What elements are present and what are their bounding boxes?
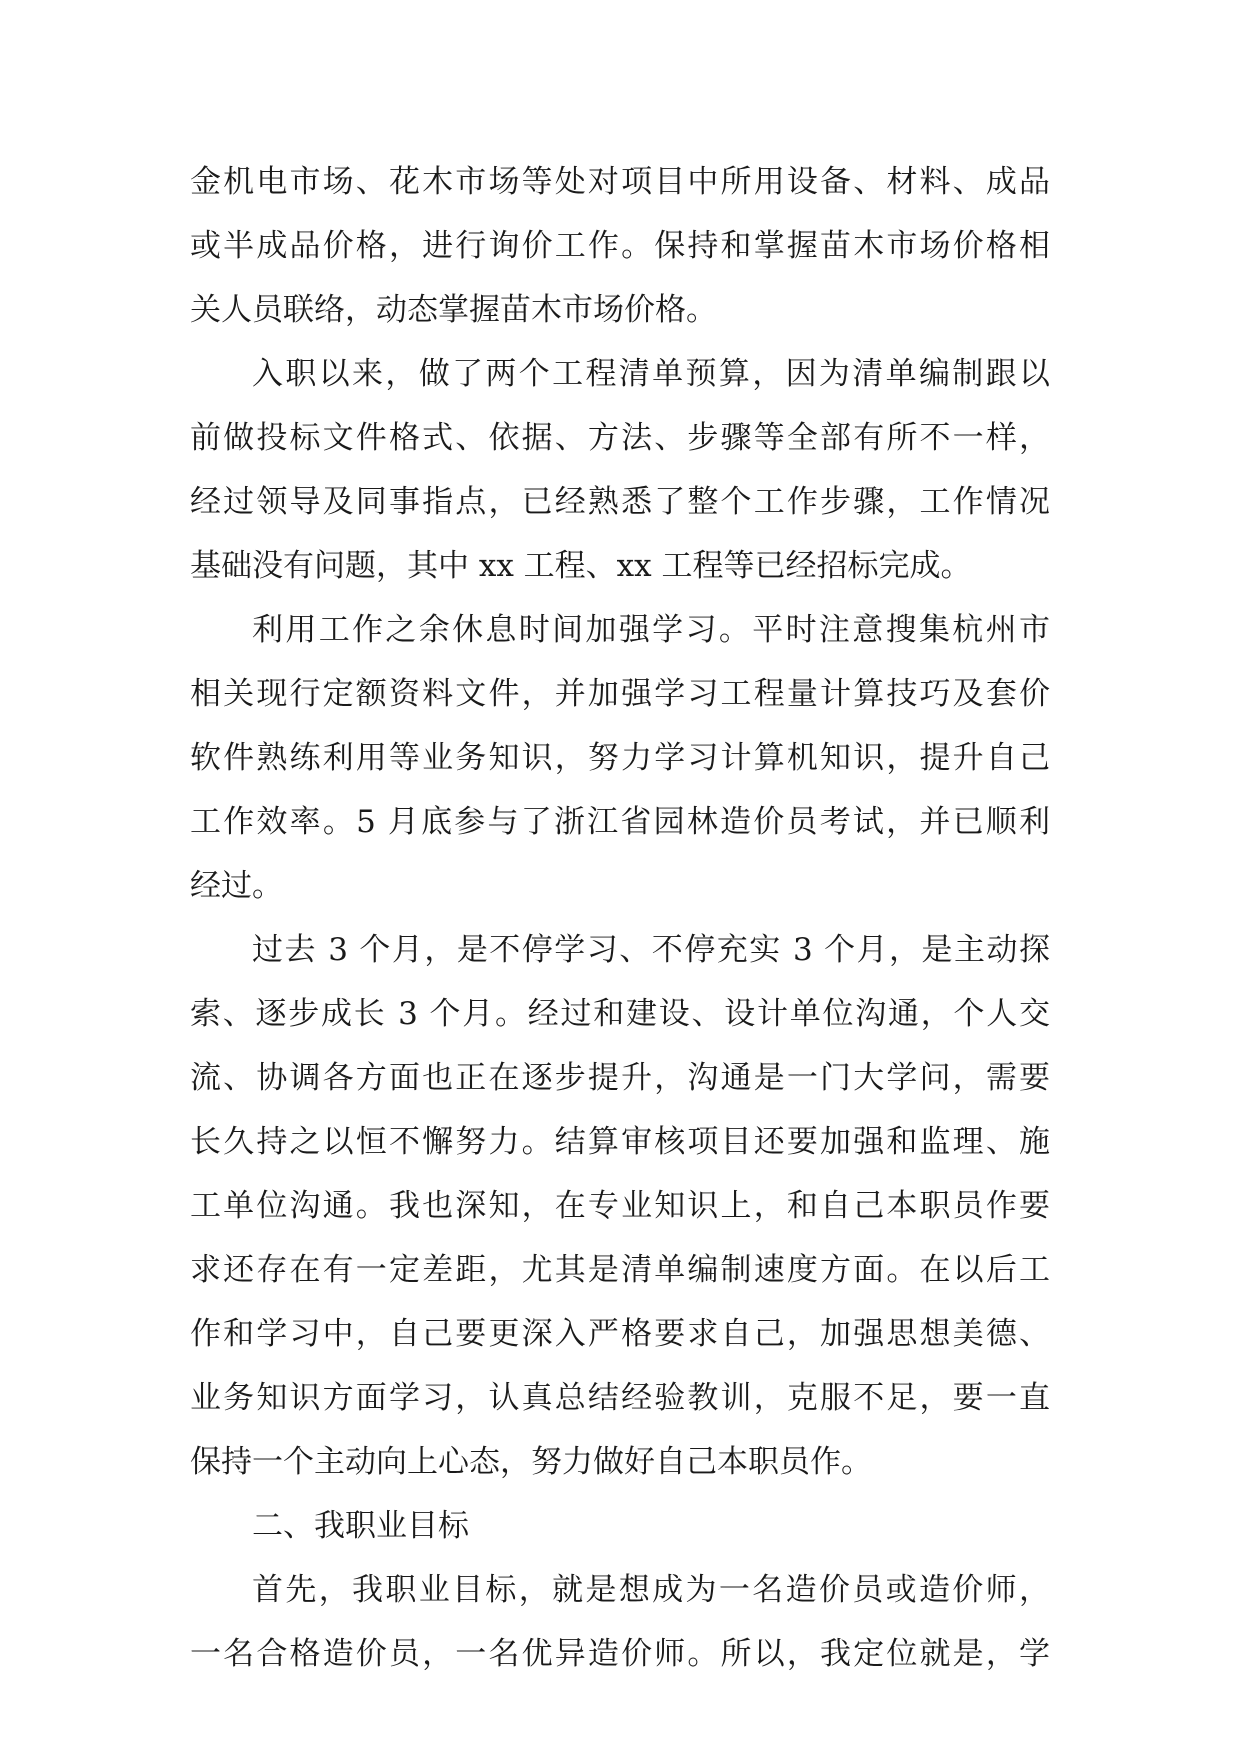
- text-line: 经过。: [190, 868, 283, 904]
- text-line: 工单位沟通。我也深知，在专业知识上，和自己本职员作要: [190, 1188, 1050, 1224]
- heading-text: 二、我职业目标: [252, 1508, 469, 1544]
- section-heading: [190, 1494, 1050, 1558]
- text-line: 业务知识方面学习，认真总结经验教训，克服不足，要一直: [190, 1380, 1050, 1416]
- text-line: 作和学习中，自己要更深入严格要求自己，加强思想美德、: [190, 1316, 1050, 1352]
- text-line: 保持一个主动向上心态，努力做好自己本职员作。: [190, 1444, 872, 1480]
- text-line: 长久持之以恒不懈努力。结算审核项目还要加强和监理、施: [190, 1124, 1050, 1160]
- text-line: 利用工作之余休息时间加强学习。平时注意搜集杭州市: [252, 612, 1050, 648]
- text-line: 求还存在有一定差距，尤其是清单编制速度方面。在以后工: [190, 1252, 1050, 1288]
- document-page: [190, 150, 1050, 1686]
- paragraph: [190, 918, 1050, 1494]
- text-line: 经过领导及同事指点，已经熟悉了整个工作步骤，工作情况: [190, 484, 1050, 520]
- text-line: 基础没有问题，其中 xx 工程、xx 工程等已经招标完成。: [190, 548, 972, 584]
- text-line: 工作效率。5 月底参与了浙江省园林造价员考试，并已顺利: [190, 804, 1050, 840]
- paragraph: [190, 1558, 1050, 1686]
- paragraph: [190, 342, 1050, 598]
- paragraph-continuation: [190, 150, 1050, 342]
- text-line: 相关现行定额资料文件，并加强学习工程量计算技巧及套价: [190, 676, 1050, 712]
- text-line: 前做投标文件格式、依据、方法、步骤等全部有所不一样，: [190, 420, 1050, 456]
- text-line: 入职以来，做了两个工程清单预算，因为清单编制跟以: [252, 356, 1050, 392]
- text-line: 流、协调各方面也正在逐步提升，沟通是一门大学问，需要: [190, 1060, 1050, 1096]
- paragraph: [190, 598, 1050, 918]
- text-line: 软件熟练利用等业务知识，努力学习计算机知识，提升自己: [190, 740, 1050, 776]
- text-line: 金机电市场、花木市场等处对项目中所用设备、材料、成品: [190, 164, 1050, 200]
- text-line: 过去 3 个月，是不停学习、不停充实 3 个月，是主动探: [252, 932, 1050, 968]
- text-line: 或半成品价格，进行询价工作。保持和掌握苗木市场价格相: [190, 228, 1050, 264]
- text-line: 一名合格造价员，一名优异造价师。所以，我定位就是，学: [190, 1636, 1050, 1672]
- text-line: 首先，我职业目标，就是想成为一名造价员或造价师，: [252, 1572, 1050, 1608]
- text-line: 关人员联络，动态掌握苗木市场价格。: [190, 292, 717, 328]
- text-line: 索、逐步成长 3 个月。经过和建设、设计单位沟通，个人交: [190, 996, 1050, 1032]
